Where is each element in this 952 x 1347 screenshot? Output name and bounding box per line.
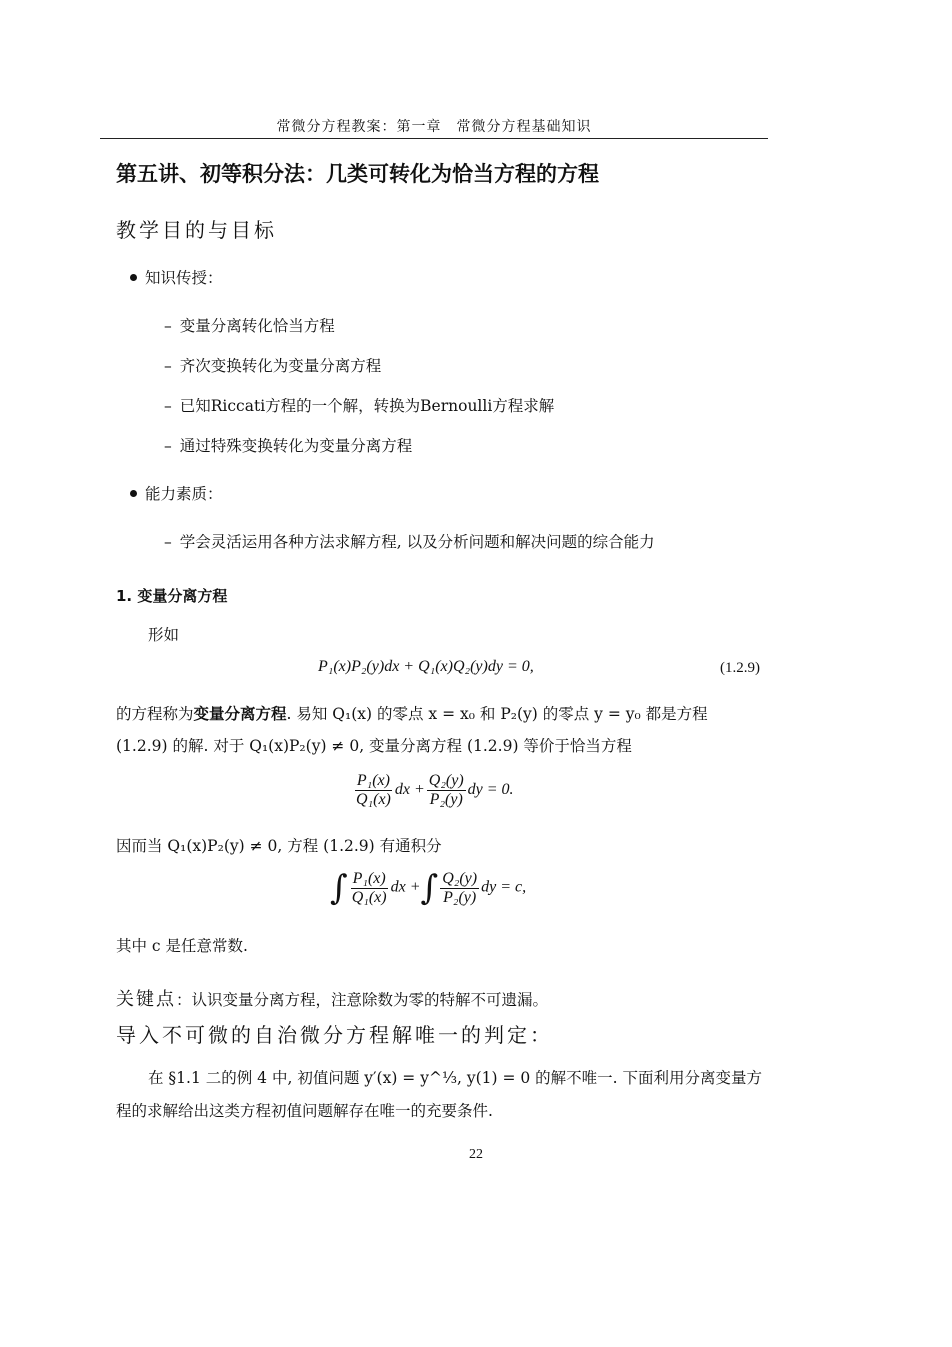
keypoint-label: 关键点	[116, 989, 176, 1010]
section1-paragraph-1-cont: (1.2.9) 的解. 对于 Q₁(x)P₂(y) ≠ 0, 变量分离方程 (1.2.9) 等价于恰当方程	[116, 737, 632, 755]
import-heading: 导入不可微的自治微分方程解唯一的判定：	[116, 1023, 553, 1047]
import-paragraph-line2: 程的求解给出这类方程初值问题解存在唯一的充要条件.	[116, 1102, 493, 1120]
objectives-heading: 教学目的与目标	[116, 218, 277, 242]
section1-paragraph-1: 的方程称为变量分离方程. 易知 Q₁(x) 的零点 x = x₀ 和 P₂(y) 的零点 y = y₀ 都是方程	[116, 705, 708, 723]
equation-main: P₁(x)P₂(y)dx + Q₁(x)Q₂(y)dy = 0,	[318, 658, 534, 675]
ability-item: – 学会灵活运用各种方法求解方程, 以及分析问题和解决问题的综合能力	[164, 533, 655, 551]
knowledge-item: – 已知Riccati方程的一个解，转换为Bernoulli方程求解	[164, 397, 555, 415]
knowledge-label: 知识传授：	[145, 269, 223, 287]
fraction: $\frac{\text{Q₂(y)}}{\text{P₂(y)}}$	[428, 772, 464, 808]
equation-exact: $\frac{\text{P₁(x)}}{\text{Q₁(x)}}$ dx + $\frac{\text{Q₂(y)}}{\text{P₂(y)}}$ dy = 0.	[356, 772, 514, 808]
dash-icon: –	[164, 317, 172, 335]
keypoint-text: ：认识变量分离方程，注意除数为零的特解不可遗漏。	[176, 991, 549, 1009]
equation-integral: ∫ $\frac{\text{P₁(x)}}{\text{Q₁(x)}}$ dx +∫ $\frac{\text{Q₂(y)}}{\text{P₂(y)}}$ dy = c,	[330, 868, 527, 908]
header-rule	[100, 138, 768, 139]
knowledge-item: – 变量分离转化恰当方程	[164, 317, 335, 335]
section1-intro: 形如	[148, 626, 180, 644]
integral-sign: ∫	[420, 868, 439, 908]
running-head: 常微分方程教案：第一章 常微分方程基础知识	[276, 119, 592, 135]
page-number: 22	[469, 1147, 483, 1162]
section1-heading: 1. 变量分离方程	[116, 587, 228, 605]
dash-icon: –	[164, 357, 172, 375]
fraction: $\frac{\text{P₁(x)}}{\text{Q₁(x)}}$	[351, 869, 387, 906]
section1-paragraph-3: 其中 c 是任意常数.	[116, 937, 248, 955]
dash-icon: –	[164, 437, 172, 455]
fraction: $\frac{\text{P₁(x)}}{\text{Q₁(x)}}$	[356, 772, 391, 808]
import-paragraph-line1: 在 §1.1 二的例 4 中, 初值问题 y′(x) = y^⅓, y(1) = 0 的解不唯一. 下面利用分离变量方	[148, 1069, 763, 1087]
bullet-icon	[130, 274, 137, 281]
lecture-title: 第五讲、初等积分法：几类可转化为恰当方程的方程	[116, 162, 599, 186]
ability-label: 能力素质：	[145, 485, 223, 503]
knowledge-bullet	[130, 266, 223, 288]
equation-number: (1.2.9)	[720, 660, 760, 676]
fraction: $\frac{\text{Q₂(y)}}{\text{P₂(y)}}$	[442, 869, 478, 906]
bullet-icon	[130, 490, 137, 497]
dash-icon: –	[164, 533, 172, 551]
section1-paragraph-2: 因而当 Q₁(x)P₂(y) ≠ 0, 方程 (1.2.9) 有通积分	[116, 837, 442, 855]
ability-bullet	[130, 482, 223, 504]
dash-icon: –	[164, 397, 172, 415]
knowledge-item: – 通过特殊变换转化为变量分离方程	[164, 437, 413, 455]
keypoint	[116, 985, 548, 1011]
term-highlight: 变量分离方程	[193, 705, 287, 723]
integral-sign: ∫	[330, 868, 348, 908]
knowledge-item: – 齐次变换转化为变量分离方程	[164, 357, 382, 375]
